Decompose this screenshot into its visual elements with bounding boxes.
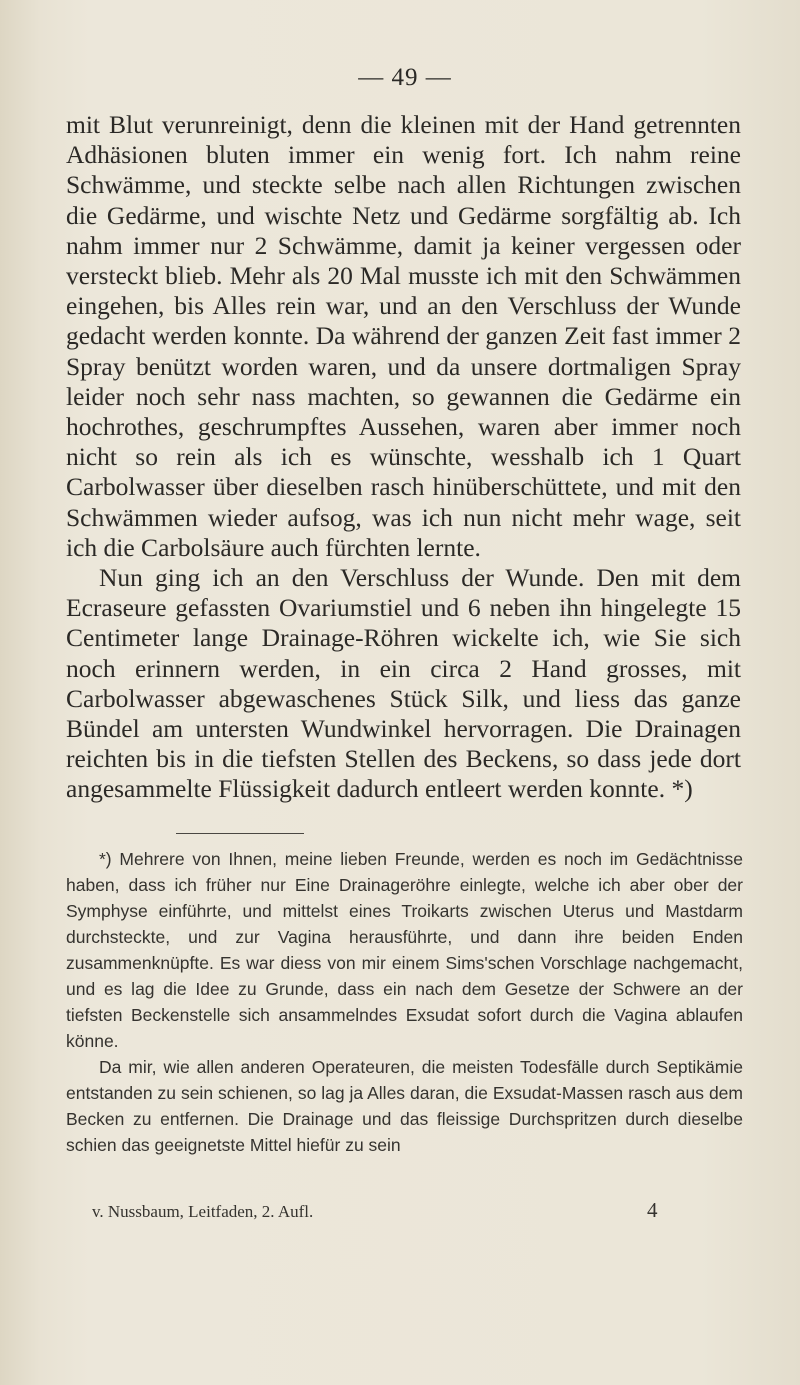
page-number: — 49 — — [358, 64, 452, 91]
footnote-paragraph-1: *) Mehrere von Ihnen, meine lieben Freunde, werden es noch im Gedächtnisse haben, dass ich früher nur Eine Drainageröhre einlegte, welche ich aber ober der Symphyse einführte, und mittelst eines Troikarts zwischen Uterus und Mastdarm durchsteckte, und zur Vagina herausführte, und dann ihre beiden Enden zusammenknüpfte. Es war diess von mir einem Sims'schen Vorschlage nachgemacht, und es lag die Idee zu Grunde, dass ein nach dem Gesetze der Schwere an der tiefsten Beckenstelle sich ansammelndes Exsudat sofort durch die Vagina ablaufen könne. — [66, 849, 743, 1051]
printer-signature: v. Nussbaum, Leitfaden, 2. Aufl. — [92, 1202, 314, 1221]
main-text — [66, 110, 741, 805]
body-paragraph-1: mit Blut verunreinigt, denn die kleinen mit der Hand getrennten Adhäsionen bluten immer ein wenig fort. Ich nahm reine Schwämme, und steckte selbe nach allen Richtungen zwischen die Gedärme, und wischte Netz und Gedärme sorgfältig ab. Ich nahm immer nur 2 Schwämme, damit ja keiner vergessen oder versteckt blieb. Mehr als 20 Mal musste ich mit den Schwämmen eingehen, bis Alles rein war, und an den Verschluss der Wunde gedacht werden konnte. Da während der ganzen Zeit fast immer 2 Spray benützt worden waren, und da unsere dortmaligen Spray leider noch sehr nass machten, so gewannen die Gedärme ein hochrothes, geschrumpftes Aussehen, waren aber immer noch nicht so rein als ich es wünschte, wesshalb ich 1 Quart Carbolwasser über dieselben rasch hinüberschüttete, und mit den Schwämmen wieder aufsog, was ich nun nicht mehr wage, seit ich die Carbolsäure auch fürchten lernte. — [66, 110, 741, 562]
footnote-paragraph-2: Da mir, wie allen anderen Operateuren, die meisten Todesfälle durch Septikämie entstanden zu sein schienen, so lag ja Alles daran, die Exsudat-Massen rasch aus dem Becken zu entfernen. Die Drainage und das fleissige Durchspritzen durch dieselbe schien das geeignetste Mittel hiefür zu sein — [66, 1057, 743, 1155]
footnote-separator — [176, 833, 304, 834]
footnote — [66, 846, 743, 1158]
body-paragraph-2: Nun ging ich an den Verschluss der Wunde. Den mit dem Ecraseure gefassten Ovariumstiel und 6 neben ihn hingelegte 15 Centimeter lange Drainage-Röhren wickelte ich, wie Sie sich noch erinnern werden, in ein circa 2 Hand grosses, mit Carbolwasser abgewaschenes Stück Silk, und liess das ganze Bündel am untersten Wundwinkel hervorragen. Die Drainagen reichten bis in die tiefsten Stellen des Beckens, so dass jede dort angesammelte Flüssigkeit dadurch entleert werden konnte. *) — [66, 563, 741, 804]
sheet-number: 4 — [647, 1198, 658, 1222]
